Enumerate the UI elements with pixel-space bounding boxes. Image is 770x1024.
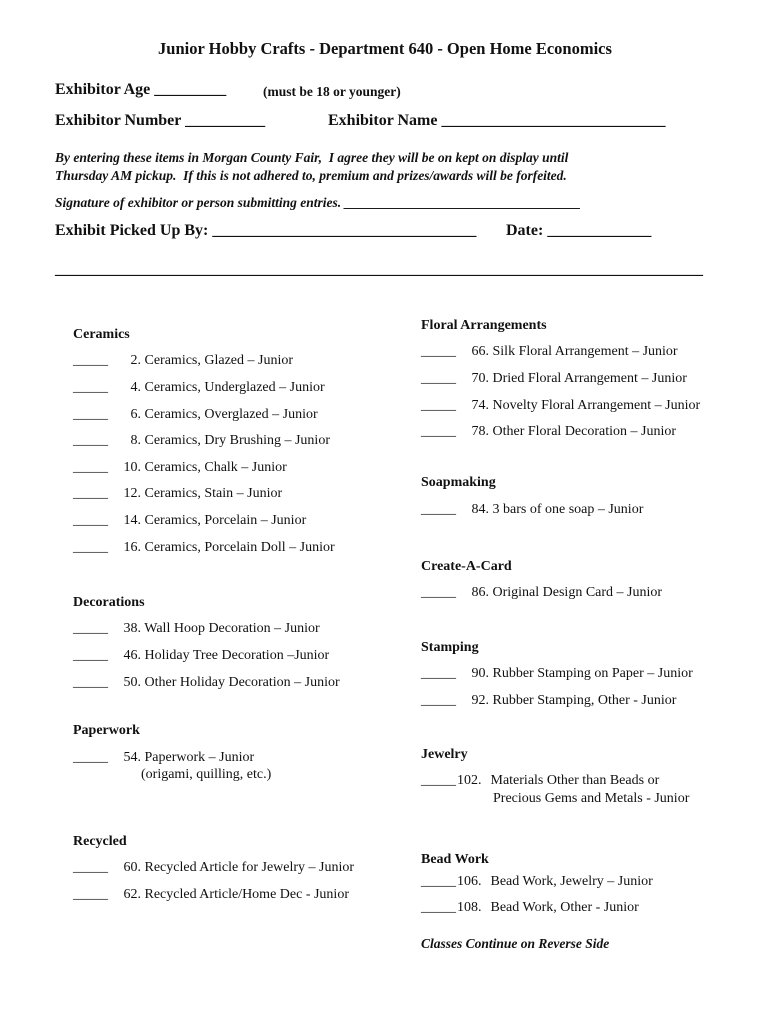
footer-note: Classes Continue on Reverse Side [421, 936, 610, 951]
list-item[interactable] [421, 900, 639, 916]
picked-up-by-field[interactable]: Exhibit Picked Up By: _________________________________ [55, 222, 477, 239]
entry-blank[interactable]: _____ [73, 513, 108, 528]
section-ceramics: Ceramics [73, 327, 130, 342]
exhibitor-name-field[interactable]: Exhibitor Name ____________________________ [328, 112, 666, 129]
class-label: Ceramics, Glazed – Junior [144, 353, 294, 368]
section-decorations: Decorations [73, 595, 145, 610]
agreement-line-1: By entering these items in Morgan County Fair, I agree they will be on kept on display until [55, 150, 569, 165]
class-label: Rubber Stamping on Paper – Junior [492, 666, 693, 681]
agreement-line-2: Thursday AM pickup. If this is not adhered to, premium and prizes/awards will be forfeited. [55, 168, 567, 183]
page-title: Junior Hobby Crafts - Department 640 - Open Home Economics [158, 39, 612, 58]
class-number: 38. [123, 621, 141, 636]
section-jewelry: Jewelry [421, 747, 468, 762]
class-number: 16. [123, 540, 141, 555]
list-item[interactable] [73, 887, 349, 903]
entry-blank[interactable]: _____ [73, 675, 108, 690]
list-item[interactable] [73, 380, 325, 396]
entry-blank[interactable]: _____ [73, 860, 108, 875]
list-item[interactable] [73, 486, 282, 502]
signature-field[interactable]: Signature of exhibitor or person submitting entries. ___________________________________ [55, 195, 581, 210]
class-number: 62. [123, 887, 141, 902]
entry-blank[interactable]: _____ [421, 424, 456, 439]
divider-line: _________________________________________________________________________________ [55, 261, 703, 278]
class-label: Paperwork – Junior [144, 750, 255, 765]
entry-blank[interactable]: _____ [421, 398, 456, 413]
class-number: 90. [471, 666, 489, 681]
list-item[interactable] [73, 353, 293, 369]
class-label: Ceramics, Porcelain – Junior [144, 513, 307, 528]
entry-blank[interactable]: _____ [421, 773, 456, 788]
class-label: Ceramics, Overglazed – Junior [144, 407, 318, 422]
class-label: Materials Other than Beads or [490, 773, 660, 788]
section-create-a-card: Create-A-Card [421, 559, 512, 574]
class-label-continued: (origami, quilling, etc.) [141, 767, 272, 782]
entry-blank[interactable]: _____ [73, 380, 108, 395]
entry-blank[interactable]: _____ [421, 900, 456, 915]
list-item[interactable] [421, 585, 662, 601]
class-label: Ceramics, Chalk – Junior [144, 460, 287, 475]
list-item[interactable] [421, 693, 676, 709]
class-label: 3 bars of one soap – Junior [492, 502, 644, 517]
entry-blank[interactable]: _____ [421, 874, 456, 889]
entry-blank[interactable]: _____ [421, 666, 456, 681]
class-number: 46. [123, 648, 141, 663]
class-number: 70. [471, 371, 489, 386]
class-number: 92. [471, 693, 489, 708]
entry-blank[interactable]: _____ [73, 887, 108, 902]
class-label: Ceramics, Porcelain Doll – Junior [144, 540, 335, 555]
list-item[interactable] [73, 675, 340, 691]
class-label: Ceramics, Stain – Junior [144, 486, 283, 501]
section-paperwork: Paperwork [73, 723, 140, 738]
entry-blank[interactable]: _____ [421, 344, 456, 359]
class-number: 106. [457, 874, 482, 889]
exhibitor-number-field[interactable]: Exhibitor Number __________ [55, 112, 266, 129]
list-item[interactable] [421, 773, 659, 789]
exhibitor-age-field[interactable]: Exhibitor Age _________ [55, 81, 227, 98]
entry-blank[interactable]: _____ [421, 693, 456, 708]
class-label-continued: Precious Gems and Metals - Junior [493, 791, 690, 806]
class-label: Other Floral Decoration – Junior [492, 424, 677, 439]
class-label: Recycled Article/Home Dec - Junior [144, 887, 349, 902]
list-item[interactable] [73, 621, 320, 637]
class-label: Recycled Article for Jewelry – Junior [144, 860, 355, 875]
list-item[interactable] [73, 407, 318, 423]
class-number: 50. [123, 675, 141, 690]
class-number: 6. [130, 407, 141, 422]
class-number: 14. [123, 513, 141, 528]
class-number: 12. [123, 486, 141, 501]
entry-blank[interactable]: _____ [73, 540, 108, 555]
class-label: Dried Floral Arrangement – Junior [492, 371, 687, 386]
section-floral-arrangements: Floral Arrangements [421, 318, 547, 333]
list-item[interactable] [73, 513, 306, 529]
entry-blank[interactable]: _____ [73, 486, 108, 501]
class-label: Wall Hoop Decoration – Junior [144, 621, 320, 636]
age-note: (must be 18 or younger) [263, 84, 401, 99]
class-number: 74. [471, 398, 489, 413]
class-label: Rubber Stamping, Other - Junior [492, 693, 677, 708]
list-item[interactable] [421, 874, 653, 890]
list-item[interactable] [73, 433, 330, 449]
list-item[interactable] [421, 424, 676, 440]
list-item[interactable] [73, 750, 254, 766]
class-label: Original Design Card – Junior [492, 585, 663, 600]
class-number: 102. [457, 773, 482, 788]
class-number: 60. [123, 860, 141, 875]
class-number: 8. [130, 433, 141, 448]
class-number: 86. [471, 585, 489, 600]
class-label: Bead Work, Other - Junior [490, 900, 639, 915]
class-number: 10. [123, 460, 141, 475]
class-label: Holiday Tree Decoration –Junior [144, 648, 330, 663]
list-item[interactable] [73, 460, 287, 476]
list-item[interactable] [421, 371, 687, 387]
class-number: 4. [130, 380, 141, 395]
entry-blank[interactable]: _____ [421, 371, 456, 386]
class-number: 84. [471, 502, 489, 517]
entry-blank[interactable]: _____ [73, 750, 108, 765]
list-item[interactable] [73, 540, 335, 556]
class-label: Ceramics, Dry Brushing – Junior [144, 433, 330, 448]
class-number: 54. [123, 750, 141, 765]
entry-blank[interactable]: _____ [421, 502, 456, 517]
class-label: Silk Floral Arrangement – Junior [492, 344, 678, 359]
date-field[interactable]: Date: _____________ [506, 222, 652, 239]
class-label: Ceramics, Underglazed – Junior [144, 380, 325, 395]
list-item[interactable] [73, 648, 329, 664]
entry-blank[interactable]: _____ [73, 621, 108, 636]
class-number: 78. [471, 424, 489, 439]
section-recycled: Recycled [73, 834, 127, 849]
entry-blank[interactable]: _____ [73, 433, 108, 448]
entry-blank[interactable]: _____ [73, 353, 108, 368]
class-number: 2. [130, 353, 141, 368]
section-soapmaking: Soapmaking [421, 475, 496, 490]
class-label: Novelty Floral Arrangement – Junior [492, 398, 701, 413]
class-label: Other Holiday Decoration – Junior [144, 675, 340, 690]
entry-blank[interactable]: _____ [73, 648, 108, 663]
class-number: 66. [471, 344, 489, 359]
list-item[interactable] [421, 398, 700, 414]
section-bead-work: Bead Work [421, 852, 489, 867]
class-label: Bead Work, Jewelry – Junior [490, 874, 653, 889]
entry-blank[interactable]: _____ [73, 407, 108, 422]
section-stamping: Stamping [421, 640, 479, 655]
entry-blank[interactable]: _____ [73, 460, 108, 475]
list-item[interactable] [73, 860, 354, 876]
list-item[interactable] [421, 502, 643, 518]
class-number: 108. [457, 900, 482, 915]
entry-blank[interactable]: _____ [421, 585, 456, 600]
list-item[interactable] [421, 344, 678, 360]
list-item[interactable] [421, 666, 693, 682]
